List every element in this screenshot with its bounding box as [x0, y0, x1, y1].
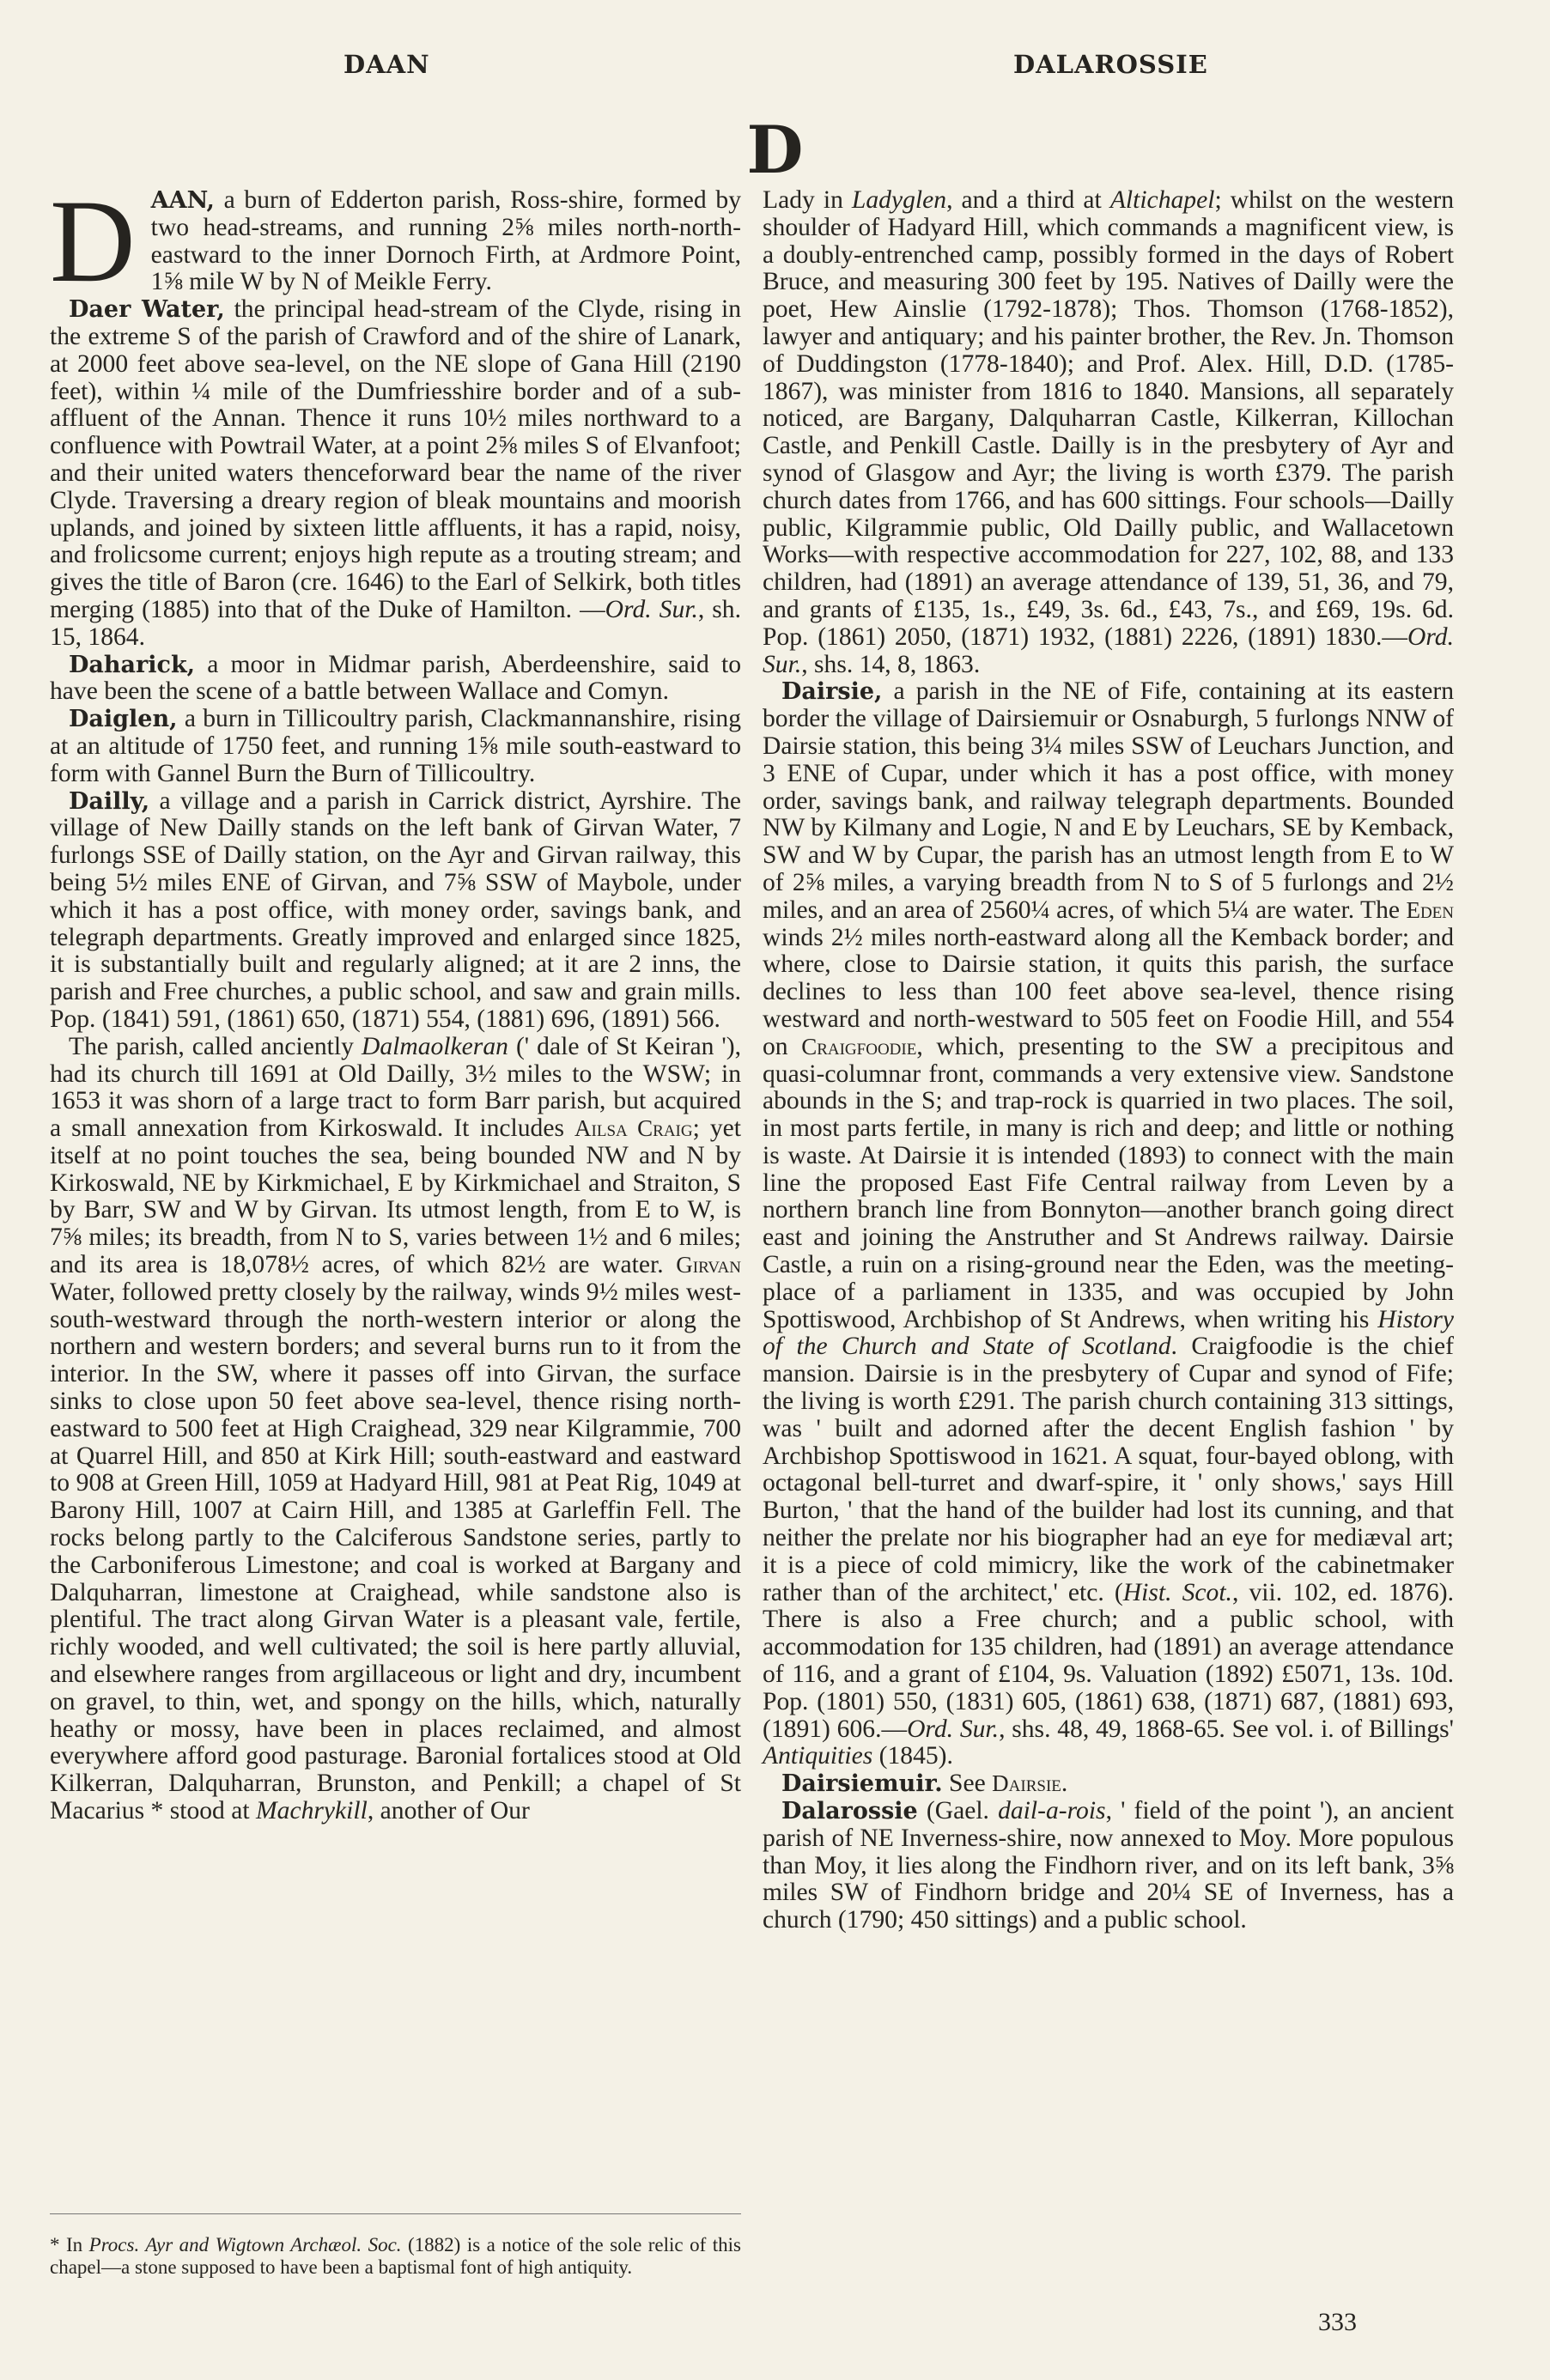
italic-term: Hist. Scot.: [1122, 1578, 1232, 1606]
entry-text: , which, presenting to the SW a precipitous and quasi-columnar front, commands a very extensive view. Sandstone abounds in the S; and trap-rock is quarried in two places. The soil, in most parts fertile, in many is rich and deep; and little or nothing is waste. At Dairsie it is intended (1893) to connect with the main line the proposed East Fife Central railway from Leven by a northern branch line from Bonnyton—another branch going direct east and joining the Anstruther and St Andrews railway. Dairsie Castle, a ruin on a rising-ground near the Eden, was the meeting-place of a parliament in 1335, and was occupied by John Spottiswood, Archbishop of St Andrews, when writing his: [763, 1032, 1454, 1333]
entry-dailly-continued: [763, 187, 1454, 678]
cross-reference: Girvan: [676, 1252, 741, 1278]
entry-daer-water: [50, 296, 741, 651]
entry-dailly: [50, 788, 741, 1034]
running-head-left: DAAN: [343, 50, 430, 79]
entry-text: , another of Our: [367, 1797, 530, 1825]
footnote-text: * In: [50, 2234, 89, 2256]
ref-ord-sur: Ord. Sur.: [605, 595, 698, 623]
entry-text: a burn of Edderton parish, Ross-shire, formed by two head-streams, and running 2⅝ miles north-north-eastward to the inner Dornoch Firth, at Ardmore Point, 1⅝ mile W by N of Meikle Ferry.: [150, 186, 741, 296]
italic-term: History of the Church and State of Scotland: [763, 1305, 1454, 1361]
italic-term: Dalmaolkeran: [361, 1032, 508, 1060]
entry-text: ; whilst on the western shoulder of Hadyard Hill, which commands a magnificent view, is a doubly-entrenched camp, possibly formed in the days of Robert Bruce, and measuring 300 feet by 195. Natives of Dailly were the poet, Hew Ainslie (1792-1878); Thos. Thomson (1768-1852), lawyer and antiquary; and his painter brother, the Rev. Jn. Thomson of Duddingston (1778-1840); and Prof. Alex. Hill, D.D. (1785-1867), was minister from 1816 to 1840. Mansions, all separately noticed, are Bargany, Dalquharran Castle, Kilkerran, Killochan Castle, and Penkill Castle. Dailly is in the presbytery of Ayr and synod of Glasgow and Ayr; the living is worth £379. The parish church dates from 1766, and has 600 sittings. Four schools—Dailly public, Kilgrammie public, Old Dailly public, and Wallacetown Works—with respective accommodation for 227, 102, 88, and 133 children, had (1891) an average attendance of 139, 51, 36, and 79, and grants of £135, 1s., £49, 3s. 6d., £43, 7s., and £69, 19s. 6d. Pop. (1861) 2050, (1871) 1932, (1881) 2226, (1891) 1830.—: [763, 186, 1454, 651]
headword-dalarossie: Dalarossie: [781, 1798, 918, 1825]
entry-text: , ' field of the point '), an ancient parish of NE Inverness-shire, now annexed to Moy. More populous than Moy, it lies along the Findhorn river, and on its left bank, 3⅝ miles SW of Findhorn bridge and 20¼ SE of Inverness, has a church (1790; 450 sittings) and a public school.: [763, 1797, 1454, 1934]
headword-dairsiemuir: Dairsiemuir.: [781, 1770, 943, 1798]
drop-cap: D: [50, 175, 136, 307]
entry-dailly-parish: [50, 1034, 741, 1825]
entry-daharick: [50, 652, 741, 707]
entry-text: , and a third at: [946, 186, 1110, 214]
italic-term: dail-a-rois: [998, 1797, 1106, 1825]
entry-text: (1845).: [872, 1742, 953, 1770]
entry-dalarossie: [763, 1798, 1454, 1934]
cross-reference: Craigfoodie: [801, 1033, 917, 1059]
headword-daharick: Daharick,: [69, 651, 196, 678]
entry-text: the principal head-stream of the Clyde, rising in the extreme S of the parish of Crawford and of the shire of Lanark, at 2000 feet above sea-level, on the NE slope of Gana Hill (2190 feet), within ¼ mile of the Dumfriesshire border and of a sub-affluent of the Annan. Thence it runs 10½ miles northward to a confluence with Powtrail Water, at a point 2⅝ miles S of Elvanfoot; and their united waters thenceforward bear the name of the river Clyde. Traversing a dreary region of bleak mountains and moorish uplands, and joined by sixteen little affluents, it has a rapid, noisy, and frolicsome current; enjoys high repute as a trouting stream; and gives the title of Baron (cre. 1646) to the Earl of Selkirk, both titles merging (1885) into that of the Duke of Hamilton. —: [50, 295, 742, 623]
headword-daan: AAN,: [150, 187, 215, 214]
headword-daer-water: Daer Water,: [69, 296, 225, 324]
entry-text: , shs. 14, 8, 1863.: [801, 650, 981, 678]
entry-text: winds 2½ miles north-eastward along all the Kemback border; and where, close to Dairsie station, it quits this parish, the surface declines to less than 100 feet above sea-level, thence rising westward and north-westward to 505 feet on Foodie Hill, and 554 on: [763, 923, 1454, 1060]
section-letter: D: [746, 112, 804, 188]
cross-reference: Dairsie: [992, 1770, 1061, 1797]
footnote: [50, 2234, 741, 2279]
entry-text: (Gael.: [917, 1797, 999, 1825]
entry-text: Water, followed pretty closely by the railway, winds 9½ miles west-south-westward through the north-western interior or along the northern and western borders; and several burns run to it from the interior. In the SW, where it passes off into Girvan, the surface sinks to close upon 50 feet above sea-level, thence rising north-eastward to 500 feet at High Craighead, 329 near Kilgrammie, 700 at Quarrel Hill, and 850 at Kirk Hill; south-eastward and eastward to 908 at Green Hill, 1059 at Hadyard Hill, 981 at Peat Rig, 1049 at Barony Hill, 1007 at Cairn Hill, and 1385 at Garleffin Fell. The rocks belong partly to the Calciferous Sandstone series, partly to the Carboniferous Limestone; and coal is worked at Bargany and Dalquharran, limestone at Craighead, while sandstone also is plentiful. The tract along Girvan Water is a pleasant vale, fertile, richly wooded, and well cultivated; the soil is here partly alluvial, and elsewhere ranges from argillaceous or light and dry, incumbent on gravel, to thin, wet, and spongy on the hills, which, naturally heathy or mossy, have been in places reclaimed, and almost everywhere afford good pasturage. Baronial fortalices stood at Old Kilkerran, Dalquharran, Brunston, and Penkill; a chapel of St Macarius * stood at: [50, 1278, 741, 1825]
cross-reference: Eden: [1406, 896, 1454, 923]
entry-text: Lady in: [763, 186, 852, 214]
cross-reference: Ailsa Craig: [574, 1115, 693, 1142]
headword-dailly: Dailly,: [69, 787, 150, 815]
entry-text: . Craigfoodie is the chief mansion. Dairsie is in the presbytery of Cupar and synod of Fife; the living is worth £291. The parish church containing 313 sittings, was ' built and adorned after the decent English fashion ' by Archbishop Spottiswood in 1621. A squat, four-bayed oblong, with octagonal bell-turret and dwarf-spire, it ' only shows,' says Hill Burton, ' that the hand of the builder had lost its cunning, and that neither the prelate nor his biographer had an eye for mediæval art; it is a piece of cold mimicry, like the work of the cabinetmaker rather than of the architect,' etc. (: [763, 1333, 1454, 1606]
entry-dairsiemuir: [763, 1770, 1454, 1798]
entry-dairsie: [763, 678, 1454, 1770]
entry-text: See: [942, 1770, 993, 1798]
italic-term: Machrykill: [256, 1797, 368, 1825]
entry-text: a parish in the NE of Fife, containing at its eastern border the village of Dairsiemuir or Osnaburgh, 5 furlongs NNW of Dairsie station, this being 3¼ miles SSW of Leuchars Junction, and 3 ENE of Cupar, under which it has a post office, with money order, savings bank, and railway telegraph departments. Bounded NW by Kilmany and Logie, N and E by Leuchars, SE by Kemback, SW and W by Cupar, the parish has an utmost length from E to W of 2⅝ miles, a varying breadth from N to S of 5 furlongs and 2½ miles, and an area of 2560¼ acres, of which 5¼ are water. The: [763, 677, 1454, 924]
italic-term: Altichapel: [1109, 186, 1215, 214]
running-head-right: DALAROSSIE: [1013, 50, 1208, 79]
left-column: [50, 175, 742, 1825]
entry-text: .: [1061, 1770, 1068, 1798]
footnote-rule: [50, 2213, 741, 2214]
entry-text: a village and a parish in Carrick district, Ayrshire. The village of New Dailly stands on the left bank of Girvan Water, 7 furlongs SSE of Dailly station, on the Ayr and Girvan railway, this being 5½ miles ENE of Girvan, and 7⅝ SSW of Maybole, under which it has a post office, with money order, savings bank, and telegraph departments. Greatly improved and enlarged since 1825, it is substantially built and regularly aligned; at it are 2 inns, the parish and Free churches, a public school, and saw and grain mills. Pop. (1841) 591, (1861) 650, (1871) 554, (1881) 696, (1891) 566.: [50, 786, 741, 1033]
ref-ord-sur: Ord. Sur.: [907, 1715, 1000, 1743]
italic-term: Antiquities: [763, 1742, 873, 1770]
headword-dairsie: Dairsie,: [781, 678, 883, 706]
entry-daiglen: [50, 706, 741, 787]
entry-text: , shs. 48, 49, 1868-65. See vol. i. of Billings': [999, 1715, 1454, 1743]
entry-text: (' dale of St Keiran '), had its church till 1691 at Old Dailly, 3½ miles to the WSW; in 1653 it was shorn of a large tract to form Barr parish, but acquired a small annexation from Kirkoswald. It includes: [50, 1032, 741, 1143]
footnote-text: (1882) is a notice of the sole relic of this chapel—a stone supposed to have been a baptismal font of high antiquity.: [50, 2234, 741, 2278]
entry-text: ; yet itself at no point touches the sea, being bounded NW and N by Kirkoswald, NE by Kirkmichael, E by Kirkmichael and Straiton, S by Barr, SW and W by Girvan. Its utmost length, from E to W, is 7⅝ miles; its breadth, from N to S, varies between 1½ and 6 miles; and its area is 18,078½ acres, of which 82½ are water.: [50, 1114, 742, 1279]
page-number: 333: [1318, 2308, 1357, 2336]
entry-text: , vii. 102, ed. 1876). There is also a Free church; and a public school, with accommodation for 135 children, had (1891) an average attendance of 116, and a grant of £104, 9s. Valuation (1892) £5071, 13s. 10d. Pop. (1801) 550, (1831) 605, (1861) 638, (1871) 687, (1881) 693, (1891) 606.—: [763, 1578, 1455, 1743]
entry-text: , sh. 15, 1864.: [50, 595, 741, 651]
entry-text: a burn in Tillicoultry parish, Clackmannanshire, rising at an altitude of 1750 feet, and running 1⅝ mile south-eastward to form with Gannel Burn the Burn of Tillicoultry.: [50, 705, 741, 787]
entry-text: a moor in Midmar parish, Aberdeenshire, said to have been the scene of a battle between Wallace and Comyn.: [50, 650, 741, 706]
ref-ord-sur: Ord. Sur.: [763, 622, 1454, 678]
right-column: [763, 187, 1454, 1934]
entry-text: The parish, called anciently: [69, 1032, 362, 1060]
italic-term: Procs. Ayr and Wigtown Archæol. Soc.: [88, 2234, 402, 2256]
entry-daan: [50, 175, 741, 307]
italic-term: Ladyglen: [851, 186, 947, 214]
headword-daiglen: Daiglen,: [69, 706, 178, 733]
